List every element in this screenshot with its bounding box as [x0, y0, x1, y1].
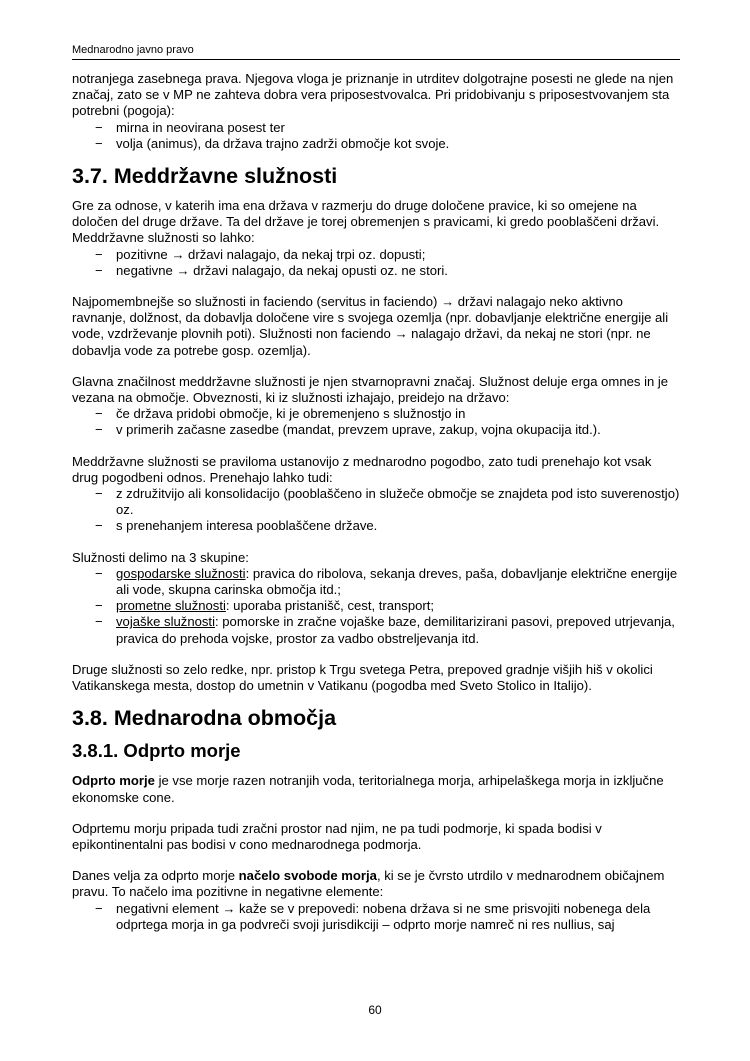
- term-bold: Odprto morje: [72, 773, 155, 789]
- termination-list: [72, 486, 680, 535]
- paragraph: Odprto morje je vse morje razen notranjih voda, teritorialnega morja, arhipelaškega morja in izključne ekonomske cone.: [72, 773, 664, 805]
- subsection-heading-3-8-1: 3.8.1. Odprto morje: [72, 740, 241, 762]
- bullet-dash: −: [95, 246, 103, 262]
- bullet-dash: −: [95, 135, 103, 151]
- section-heading-3-7: 3.7. Meddržavne služnosti: [72, 164, 338, 189]
- group-term: vojaške služnosti: [116, 614, 215, 630]
- bullet-dash: −: [95, 614, 103, 630]
- paragraph: Služnosti delimo na 3 skupine:: [72, 549, 249, 565]
- bullet-dash: −: [95, 406, 103, 422]
- list-item: − prometne služnosti: uporaba pristanišč, cest, transport;: [95, 598, 435, 614]
- intro-list: [72, 120, 680, 152]
- bullet-dash: −: [95, 598, 103, 614]
- list-item: − v primerih začasne zasedbe (mandat, prevzem uprave, zakup, vojna okupacija itd.).: [95, 422, 601, 438]
- freedom-elements-list: [72, 901, 680, 933]
- servitude-groups-list: [72, 566, 680, 647]
- paragraph: Danes velja za odprto morje načelo svobode morja, ki se je čvrsto utrdilo v mednarodnem običajnem pravu. To načelo ima pozitivne in negativne elemente:: [72, 868, 665, 900]
- list-item: − mirna in neovirana posest ter: [95, 119, 285, 135]
- obligations-list: [72, 406, 680, 438]
- page-body: [72, 71, 680, 933]
- bullet-dash: −: [95, 119, 103, 135]
- list-item: − negativne → državi nalagajo, da nekaj opusti oz. ne stori.: [95, 262, 448, 278]
- paragraph: Gre za odnose, v katerih ima ena država v razmerju do druge določene pravice, ki so omejene na določen del druge države. Ta del države je torej obremenjen s pravicami, ki gredo pooblaščeni državi. Meddržavne služnosti so lahko:: [72, 198, 660, 246]
- list-item: − če država pridobi območje, ki je obremenjeno s služnostjo in: [95, 406, 466, 422]
- bullet-dash: −: [95, 486, 103, 502]
- list-item: − vojaške služnosti: pomorske in zračne vojaške baze, demilitarizirani pasovi, prepoved utrjevanja, pravica do prehoda vojske, prostor za vadbo obstreljevanja itd.: [95, 614, 675, 646]
- paragraph: Odprtemu morju pripada tudi zračni prostor nad njim, ne pa tudi podmorje, ki spada bodisi v epikontinentalni pas bodisi v cono mednarodnega podmorja.: [72, 820, 602, 852]
- paragraph: Meddržavne služnosti se praviloma ustanovijo z mednarodno pogodbo, zato tudi prenehajo kot vsak drug pogodbeni odnos. Prenehajo lahko tudi:: [72, 453, 652, 485]
- bullet-dash: −: [95, 262, 103, 278]
- intro-paragraph: notranjega zasebnega prava. Njegova vloga je priznanje in utrditev dolgotrajne posesti ne glede na njen značaj, zato se v MP ne zahteva dobra vera priposestvovalca. Pri pridobivanju s priposestvovanjem sta potrebni (pogoja):: [72, 71, 674, 119]
- list-item: − negativni element → kaže se v prepovedi: nobena država si ne sme prisvojiti nobenega dela odprtega morja in ga podvreči svoji jurisdikciji – odprto morje namreč ni res nullius, saj: [95, 900, 651, 932]
- list-item: − s prenehanjem interesa pooblaščene države.: [95, 518, 378, 534]
- term-bold: načelo svobode morja: [238, 868, 377, 884]
- list-item: − z združitvijo ali konsolidacijo (pooblaščeno in služeče območje se znajdeta pod isto suverenostjo) oz.: [95, 486, 680, 518]
- section-heading-3-8: 3.8. Mednarodna območja: [72, 706, 337, 731]
- list-item: − pozitivne → državi nalagajo, da nekaj trpi oz. dopusti;: [95, 246, 426, 262]
- bullet-dash: −: [95, 518, 103, 534]
- list-item: − volja (animus), da država trajno zadrži območje kot svoje.: [95, 135, 450, 151]
- header-rule: [72, 59, 680, 60]
- servitude-types-list: [72, 247, 680, 279]
- group-term: gospodarske služnosti: [116, 565, 246, 581]
- page-number: 60: [368, 1003, 382, 1017]
- bullet-dash: −: [95, 565, 103, 581]
- paragraph: Druge služnosti so zelo redke, npr. pristop k Trgu svetega Petra, prepoved gradnje višjih hiš v okolici Vatikanskega mesta, dostop do umetnin v Vatikanu (pogodba med Sveto Stolico in Italijo).: [72, 661, 653, 694]
- paragraph: Glavna značilnost meddržavne služnosti je njen stvarnopravni značaj. Služnost deluje erga omnes in je vezana na območje. Obveznosti, ki iz služnosti izhajajo, preidejo na državo:: [72, 373, 669, 406]
- list-item: − gospodarske služnosti: pravica do ribolova, sekanja dreves, paša, dobavljanje električne energije ali vode, skupna carinska območja itd.;: [95, 565, 678, 598]
- bullet-dash: −: [95, 900, 103, 916]
- paragraph: Najpomembnejše so služnosti in faciendo (servitus in faciendo) → državi nalagajo neko aktivno ravnanje, dolžnost, da dobavlja določene vire s svojega ozemlja (npr. dobavljanje električne energije ali vode, vzdrževanje plovnih poti). Služnosti non faciendo → nalagajo državi, da nekaj ne stori (npr. ne dobavlja vode za potrebe gosp. ozemlja).: [72, 294, 669, 358]
- bullet-dash: −: [95, 422, 103, 438]
- running-header: Mednarodno javno pravo: [72, 44, 194, 56]
- group-term: prometne služnosti: [116, 598, 226, 614]
